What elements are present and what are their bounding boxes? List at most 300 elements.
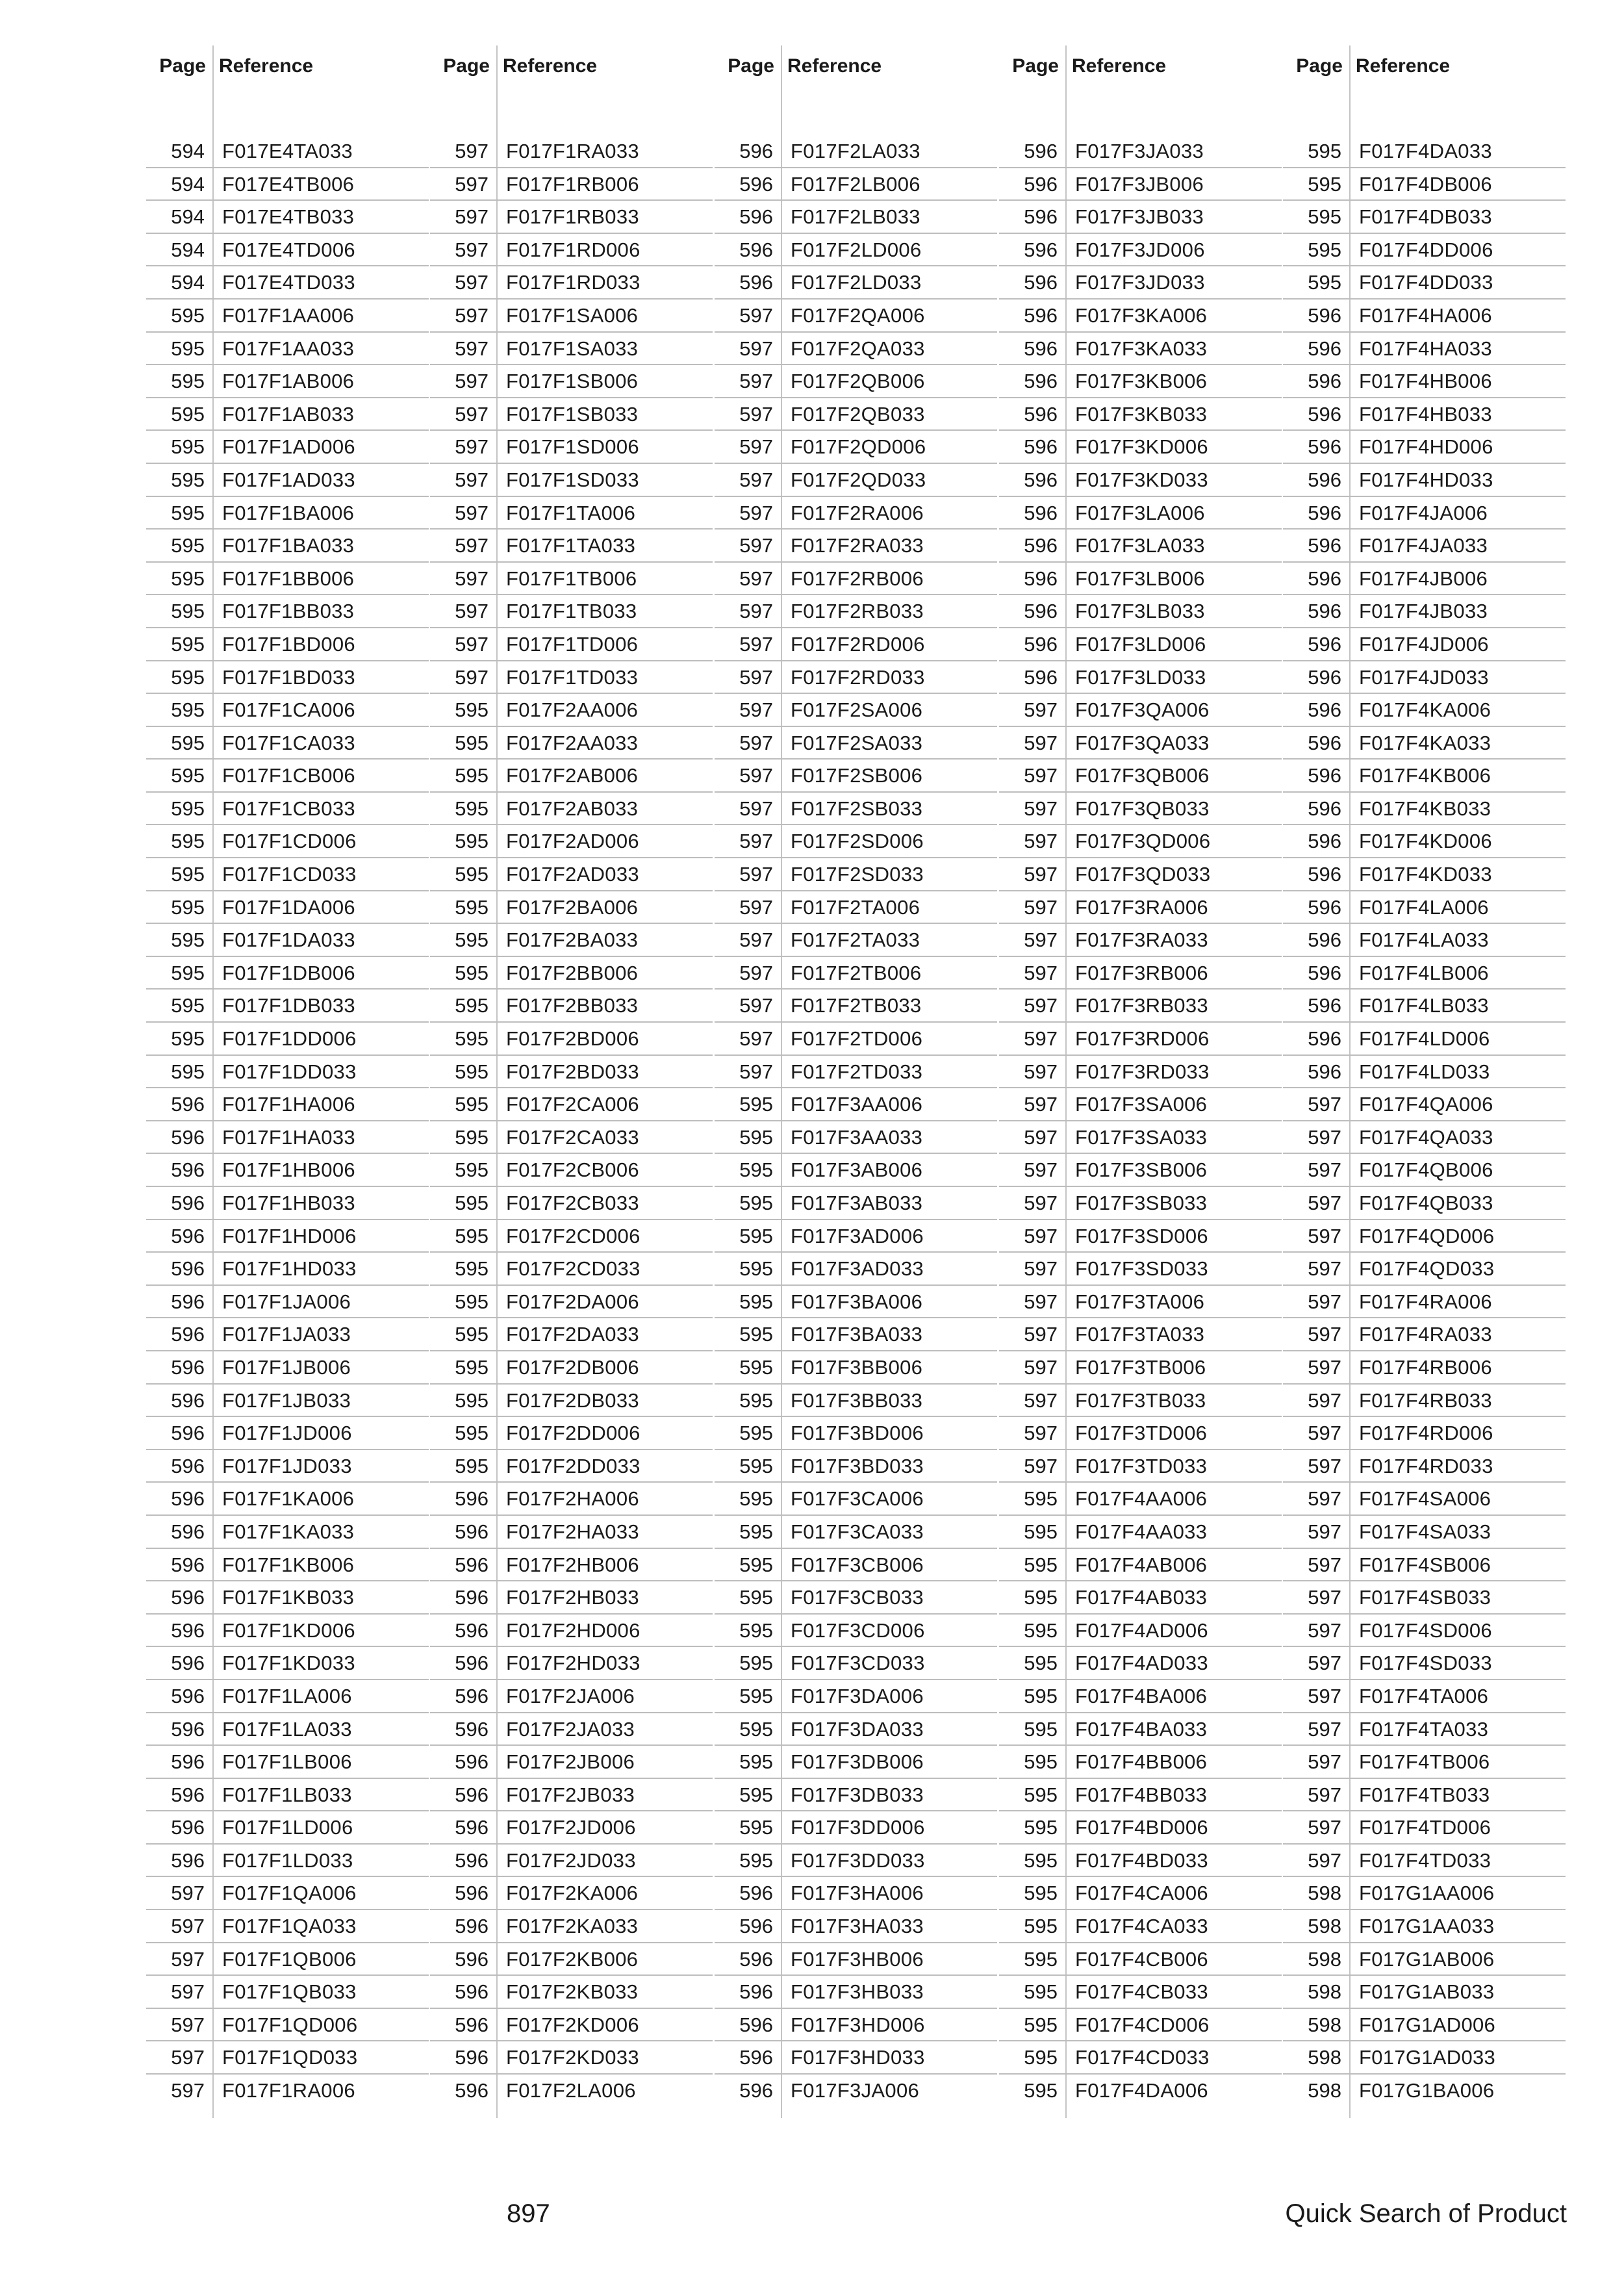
product-reference: F017F2RA006 — [791, 501, 924, 524]
product-reference: F017F1KD006 — [222, 1618, 355, 1642]
product-reference: F017F2AA006 — [506, 698, 639, 722]
index-row — [146, 1154, 429, 1187]
page-ref-number: 595 — [1024, 1882, 1058, 1905]
page-number: 897 — [507, 2199, 550, 2228]
product-reference: F017F4LA006 — [1359, 895, 1489, 919]
page-ref-number: 596 — [171, 1652, 205, 1675]
index-row — [999, 1713, 1282, 1746]
product-reference: F017F1HD006 — [222, 1224, 357, 1247]
index-row — [1283, 497, 1566, 530]
product-reference: F017F2TB006 — [791, 961, 922, 984]
product-reference: F017F1BD006 — [222, 632, 355, 656]
index-row — [999, 1680, 1282, 1713]
product-reference: F017F3JD033 — [1075, 271, 1205, 294]
index-row — [430, 266, 713, 300]
product-reference: F017F1AB033 — [222, 402, 355, 426]
page-ref-number: 595 — [1024, 1487, 1058, 1511]
product-reference: F017F2JA033 — [506, 1717, 635, 1741]
product-reference: F017F3CA006 — [791, 1487, 924, 1511]
page-ref-number: 597 — [1024, 994, 1058, 1017]
product-reference: F017F2CD033 — [506, 1257, 641, 1281]
page-ref-number: 597 — [1308, 1422, 1341, 1445]
index-row — [146, 1286, 429, 1319]
index-row — [715, 1910, 997, 1943]
product-reference: F017F3SD006 — [1075, 1224, 1208, 1247]
page-ref-number: 595 — [455, 1027, 488, 1051]
product-reference: F017F1SB006 — [506, 370, 639, 393]
product-reference: F017G1AA006 — [1359, 1882, 1495, 1905]
page-ref-number: 596 — [1024, 501, 1058, 524]
product-reference: F017F2AA033 — [506, 731, 639, 754]
page-ref-number: 595 — [739, 1224, 773, 1247]
index-row — [715, 333, 997, 366]
index-row — [1283, 530, 1566, 563]
product-reference: F017G1AA033 — [1359, 1915, 1495, 1938]
index-row — [1283, 2041, 1566, 2075]
index-row — [999, 825, 1282, 858]
index-row — [715, 891, 997, 925]
page-ref-number: 595 — [1024, 1915, 1058, 1938]
index-row — [1283, 1549, 1566, 1582]
product-reference: F017F2BA006 — [506, 895, 639, 919]
product-reference: F017F3CD006 — [791, 1618, 925, 1642]
product-reference: F017F2DD006 — [506, 1422, 641, 1445]
product-reference: F017F4JA033 — [1359, 534, 1488, 557]
index-row — [430, 1318, 713, 1351]
product-reference: F017F2KB006 — [506, 1947, 639, 1971]
index-row — [715, 1680, 997, 1713]
product-reference: F017F3BB006 — [791, 1355, 923, 1379]
product-reference: F017F1AA033 — [222, 337, 355, 360]
page-ref-number: 596 — [1308, 534, 1341, 557]
index-row — [999, 1056, 1282, 1089]
product-reference: F017F3SB006 — [1075, 1158, 1208, 1182]
index-row — [146, 530, 429, 563]
product-reference: F017F2SA006 — [791, 698, 923, 722]
page-ref-number: 597 — [739, 895, 773, 919]
page-ref-number: 596 — [739, 140, 773, 162]
product-reference: F017F1LA006 — [222, 1684, 352, 1707]
page-ref-number: 598 — [1308, 1947, 1341, 1971]
index-row — [1283, 957, 1566, 990]
page-ref-number: 596 — [455, 1717, 488, 1741]
index-row — [430, 760, 713, 793]
index-row — [430, 135, 713, 168]
index-row — [146, 431, 429, 464]
product-reference: F017F4AA006 — [1075, 1487, 1208, 1511]
product-reference: F017G1AB006 — [1359, 1947, 1495, 1971]
index-row — [430, 1647, 713, 1680]
product-reference: F017F1BB033 — [222, 600, 355, 623]
index-row — [1283, 1811, 1566, 1845]
page-ref-number: 597 — [1308, 1717, 1341, 1741]
page-ref-number: 595 — [1308, 238, 1341, 261]
index-rows — [715, 135, 997, 2108]
product-reference: F017F2DB006 — [506, 1355, 639, 1379]
page-ref-number: 595 — [171, 600, 205, 623]
index-row — [1283, 365, 1566, 398]
page-ref-number: 595 — [739, 1553, 773, 1576]
index-row — [715, 2041, 997, 2075]
page-ref-number: 595 — [739, 1816, 773, 1839]
page-ref-number: 597 — [1024, 1224, 1058, 1247]
product-reference: F017F4QA033 — [1359, 1125, 1493, 1149]
product-reference: F017F2QA033 — [791, 337, 925, 360]
product-reference: F017F3BB033 — [791, 1388, 923, 1412]
index-row — [430, 1746, 713, 1779]
product-reference: F017F2JA006 — [506, 1684, 635, 1707]
page-ref-number: 597 — [1308, 1388, 1341, 1412]
product-reference: F017F4RB033 — [1359, 1388, 1492, 1412]
product-reference: F017F4CD006 — [1075, 2013, 1210, 2036]
index-row — [999, 431, 1282, 464]
reference-column-header: Reference — [219, 55, 314, 77]
product-reference: F017F3HA006 — [791, 1882, 924, 1905]
index-row — [999, 1943, 1282, 1976]
index-row — [715, 825, 997, 858]
page-ref-number: 597 — [1024, 698, 1058, 722]
index-row — [715, 858, 997, 891]
product-reference: F017F2RD006 — [791, 632, 925, 656]
page-ref-number: 594 — [171, 205, 205, 229]
page-ref-number: 597 — [1024, 961, 1058, 984]
index-row — [999, 300, 1282, 333]
product-reference: F017F2DA006 — [506, 1290, 639, 1313]
product-reference: F017F1KD033 — [222, 1652, 355, 1675]
product-reference: F017F2SD033 — [791, 863, 924, 886]
page-ref-number: 596 — [171, 1125, 205, 1149]
product-reference: F017F2TB033 — [791, 994, 922, 1017]
product-reference: F017F2QB033 — [791, 402, 925, 426]
product-reference: F017F4AA033 — [1075, 1520, 1208, 1543]
index-row — [146, 1088, 429, 1121]
index-row — [999, 1318, 1282, 1351]
page-ref-number: 596 — [1308, 928, 1341, 952]
index-row — [999, 1286, 1282, 1319]
index-row — [430, 1516, 713, 1549]
index-row — [146, 1976, 429, 2009]
page-ref-number: 596 — [1308, 501, 1341, 524]
product-reference: F017F2CA006 — [506, 1093, 639, 1116]
product-reference: F017F2TD006 — [791, 1027, 923, 1051]
page-ref-number: 596 — [171, 1848, 205, 1872]
page-ref-number: 596 — [171, 1783, 205, 1806]
page-ref-number: 597 — [1024, 1060, 1058, 1083]
product-reference: F017F2KB033 — [506, 1980, 639, 2004]
product-reference: F017F2QD033 — [791, 468, 926, 491]
product-reference: F017F4LD006 — [1359, 1027, 1490, 1051]
page-ref-number: 596 — [1308, 665, 1341, 689]
product-reference: F017F3HB006 — [791, 1947, 924, 1971]
product-reference: F017F3DB006 — [791, 1750, 924, 1774]
product-reference: F017F1TA033 — [506, 534, 636, 557]
index-row — [430, 891, 713, 925]
index-row — [999, 990, 1282, 1023]
product-reference: F017F4SD006 — [1359, 1618, 1492, 1642]
index-row — [146, 727, 429, 760]
index-row — [430, 1615, 713, 1648]
index-row — [999, 1121, 1282, 1155]
product-reference: F017F2JB006 — [506, 1750, 635, 1774]
page-ref-number: 597 — [1308, 1553, 1341, 1576]
product-reference: F017F1DB033 — [222, 994, 355, 1017]
product-reference: F017F1SA033 — [506, 337, 639, 360]
page-ref-number: 596 — [171, 1422, 205, 1445]
index-row — [146, 1220, 429, 1253]
product-reference: F017F2CB033 — [506, 1192, 639, 1214]
index-row — [999, 858, 1282, 891]
index-row — [1283, 333, 1566, 366]
index-row — [999, 1910, 1282, 1943]
page-ref-number: 595 — [739, 1192, 773, 1214]
index-row — [999, 1976, 1282, 2009]
page-ref-number: 595 — [1308, 140, 1341, 162]
product-reference: F017F3AB006 — [791, 1158, 923, 1182]
product-reference: F017F1KB033 — [222, 1586, 355, 1609]
index-row — [715, 300, 997, 333]
product-reference: F017F2HA006 — [506, 1487, 639, 1511]
product-reference: F017F3LB033 — [1075, 600, 1205, 623]
index-row — [715, 1581, 997, 1615]
index-row — [715, 1615, 997, 1648]
reference-column-header: Reference — [1356, 55, 1451, 77]
index-row — [999, 727, 1282, 760]
product-reference: F017F4DD006 — [1359, 238, 1493, 261]
page-ref-number: 596 — [739, 205, 773, 229]
page-ref-number: 595 — [455, 1388, 488, 1412]
product-reference: F017F4KD033 — [1359, 863, 1492, 886]
index-row — [715, 1450, 997, 1483]
index-row — [146, 1581, 429, 1615]
product-reference: F017G1AD006 — [1359, 2013, 1496, 2036]
page-ref-number: 595 — [1308, 205, 1341, 229]
reference-column-header: Reference — [1072, 55, 1167, 77]
index-row — [146, 1779, 429, 1812]
product-reference: F017F4AD033 — [1075, 1652, 1208, 1675]
product-reference: F017F2TD033 — [791, 1060, 923, 1083]
page-ref-number: 596 — [455, 1980, 488, 2004]
index-rows — [146, 135, 429, 2108]
index-row — [1283, 398, 1566, 431]
product-reference: F017F2LD006 — [791, 238, 922, 261]
index-row — [715, 628, 997, 661]
index-column-1 — [146, 45, 429, 2118]
page-ref-number: 596 — [739, 1980, 773, 2004]
page-ref-number: 597 — [1308, 1125, 1341, 1149]
index-row — [999, 891, 1282, 925]
page-ref-number: 595 — [171, 435, 205, 459]
product-reference: F017F4RA006 — [1359, 1290, 1492, 1313]
page-column-header: Page — [159, 55, 206, 77]
page-ref-number: 597 — [1024, 1454, 1058, 1477]
page-ref-number: 594 — [171, 172, 205, 196]
index-row — [999, 1811, 1282, 1845]
product-reference: F017F2CA033 — [506, 1125, 639, 1149]
page-ref-number: 597 — [171, 2013, 205, 2036]
page-ref-number: 594 — [171, 271, 205, 294]
product-reference: F017F3JB006 — [1075, 172, 1204, 196]
index-row — [146, 1877, 429, 1910]
product-reference: F017F1CB033 — [222, 797, 355, 820]
product-reference: F017F3TB033 — [1075, 1388, 1206, 1412]
page-ref-number: 597 — [455, 665, 488, 689]
page-ref-number: 597 — [739, 534, 773, 557]
index-row — [715, 694, 997, 727]
product-reference: F017F3LB006 — [1075, 567, 1205, 590]
product-reference: F017F3DD033 — [791, 1848, 925, 1872]
product-reference: F017F2HA033 — [506, 1520, 639, 1543]
index-row — [1283, 300, 1566, 333]
index-row — [146, 1516, 429, 1549]
product-reference: F017F3CD033 — [791, 1652, 925, 1675]
page-ref-number: 597 — [739, 501, 773, 524]
index-row — [715, 1088, 997, 1121]
page-ref-number: 597 — [1024, 1422, 1058, 1445]
product-reference: F017F4KD006 — [1359, 830, 1492, 853]
product-reference: F017F1TD006 — [506, 632, 639, 656]
page-ref-number: 597 — [1024, 1388, 1058, 1412]
page-ref-number: 595 — [739, 1125, 773, 1149]
page-ref-number: 596 — [1308, 632, 1341, 656]
product-reference: F017F3LA033 — [1075, 534, 1205, 557]
product-reference: F017F1SD033 — [506, 468, 639, 491]
page-ref-number: 595 — [1024, 1586, 1058, 1609]
product-reference: F017F4RD006 — [1359, 1422, 1493, 1445]
page-ref-number: 597 — [1308, 1783, 1341, 1806]
page-ref-number: 597 — [1308, 1652, 1341, 1675]
index-row — [999, 595, 1282, 628]
page-ref-number: 597 — [455, 238, 488, 261]
index-row — [999, 530, 1282, 563]
product-reference: F017F1JB033 — [222, 1388, 351, 1412]
page-ref-number: 597 — [739, 468, 773, 491]
product-reference: F017F4KA006 — [1359, 698, 1491, 722]
page-ref-number: 596 — [1308, 731, 1341, 754]
page-ref-number: 595 — [171, 830, 205, 853]
page-ref-number: 597 — [1024, 797, 1058, 820]
page-ref-number: 595 — [739, 1257, 773, 1281]
index-row — [715, 1220, 997, 1253]
page-ref-number: 595 — [1308, 172, 1341, 196]
index-row — [715, 1516, 997, 1549]
index-row — [715, 168, 997, 201]
index-row — [146, 563, 429, 596]
page-ref-number: 597 — [171, 1947, 205, 1971]
product-reference: F017F2AB006 — [506, 764, 639, 787]
page-ref-number: 596 — [1024, 632, 1058, 656]
index-row — [715, 431, 997, 464]
page-ref-number: 597 — [739, 928, 773, 952]
product-reference: F017F3LD006 — [1075, 632, 1206, 656]
product-reference: F017F4QA006 — [1359, 1093, 1493, 1116]
index-row — [430, 2041, 713, 2075]
page-ref-number: 595 — [455, 830, 488, 853]
page-ref-number: 596 — [171, 1816, 205, 1839]
index-row — [1283, 1220, 1566, 1253]
page-ref-number: 597 — [1308, 1684, 1341, 1707]
page-column-header: Page — [443, 55, 490, 77]
product-reference: F017F3RD033 — [1075, 1060, 1210, 1083]
index-row — [715, 1023, 997, 1056]
product-reference: F017F1DD033 — [222, 1060, 357, 1083]
index-row — [1283, 1056, 1566, 1089]
index-row — [999, 1253, 1282, 1286]
index-row — [430, 1187, 713, 1220]
index-row — [1283, 1713, 1566, 1746]
product-reference: F017F4AB006 — [1075, 1553, 1208, 1576]
page-ref-number: 597 — [1308, 1487, 1341, 1511]
page-ref-number: 596 — [1024, 567, 1058, 590]
index-row — [146, 1845, 429, 1878]
index-row — [715, 1779, 997, 1812]
page-ref-number: 595 — [171, 863, 205, 886]
product-reference: F017F2BB006 — [506, 961, 639, 984]
index-row — [715, 1877, 997, 1910]
page-ref-number: 597 — [1024, 1257, 1058, 1281]
index-row — [146, 1943, 429, 1976]
index-row — [146, 793, 429, 826]
page-ref-number: 597 — [1308, 1618, 1341, 1642]
page-ref-number: 598 — [1308, 2079, 1341, 2102]
product-reference: F017F4SB033 — [1359, 1586, 1491, 1609]
index-row — [715, 1187, 997, 1220]
page-ref-number: 597 — [739, 600, 773, 623]
page-ref-number: 597 — [1308, 1750, 1341, 1774]
index-row — [430, 1549, 713, 1582]
product-reference: F017F1BA006 — [222, 501, 355, 524]
index-row — [715, 1121, 997, 1155]
page-ref-number: 597 — [455, 140, 488, 162]
page-ref-number: 597 — [1308, 1158, 1341, 1182]
index-row — [430, 628, 713, 661]
page-ref-number: 597 — [455, 632, 488, 656]
page-ref-number: 595 — [1024, 1848, 1058, 1872]
product-reference: F017F4CA033 — [1075, 1915, 1208, 1938]
index-row — [715, 1811, 997, 1845]
page-ref-number: 596 — [1024, 238, 1058, 261]
page-ref-number: 597 — [739, 1060, 773, 1083]
index-row — [1283, 661, 1566, 695]
index-row — [146, 694, 429, 727]
index-row — [430, 1779, 713, 1812]
product-reference: F017F1LB006 — [222, 1750, 352, 1774]
product-reference: F017F3LD033 — [1075, 665, 1206, 689]
page-ref-number: 595 — [1024, 1618, 1058, 1642]
index-row — [1283, 1351, 1566, 1385]
page-ref-number: 597 — [1024, 1027, 1058, 1051]
page-ref-number: 596 — [171, 1290, 205, 1313]
index-rows — [999, 135, 1282, 2108]
page-ref-number: 596 — [171, 1553, 205, 1576]
index-row — [999, 793, 1282, 826]
index-row — [146, 201, 429, 234]
page-ref-number: 595 — [171, 961, 205, 984]
index-row — [999, 1581, 1282, 1615]
index-row — [146, 497, 429, 530]
page-ref-number: 597 — [1308, 1454, 1341, 1477]
index-row — [715, 957, 997, 990]
product-reference: F017F3QB006 — [1075, 764, 1210, 787]
product-reference: F017F3KB033 — [1075, 402, 1208, 426]
index-row — [430, 2009, 713, 2042]
index-row — [430, 1877, 713, 1910]
page-ref-number: 595 — [455, 1192, 488, 1214]
page-ref-number: 595 — [171, 665, 205, 689]
page-ref-number: 596 — [171, 1158, 205, 1182]
page-ref-number: 595 — [455, 797, 488, 820]
product-reference: F017F3QB033 — [1075, 797, 1210, 820]
index-row — [1283, 1877, 1566, 1910]
